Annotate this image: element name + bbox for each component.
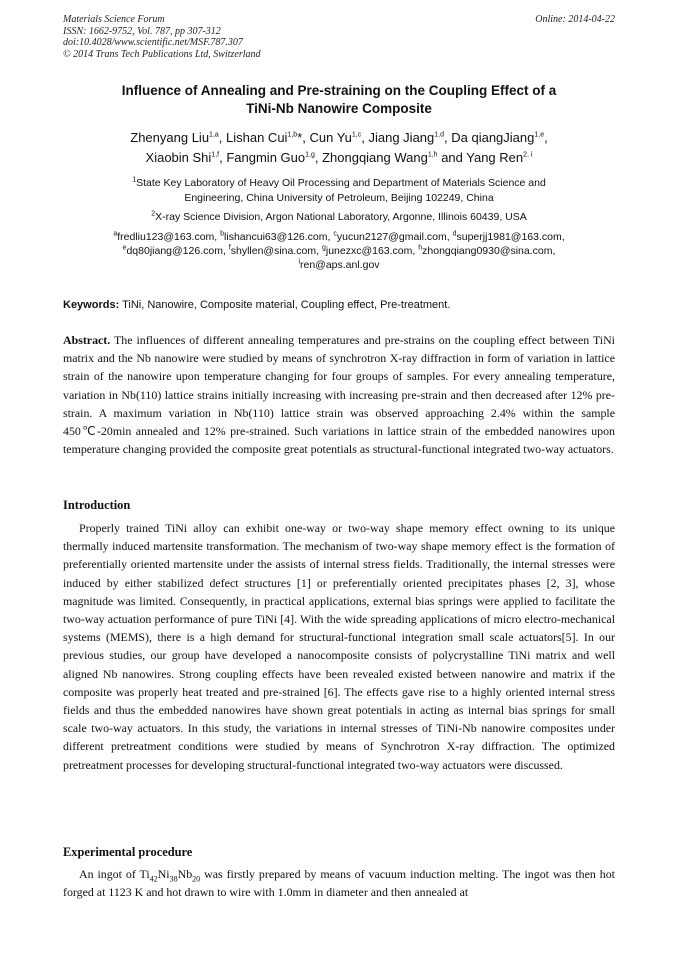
- email[interactable]: $^h$zhongqiang0930@sina.com,: [418, 244, 556, 257]
- affiliation-2: $^2$X-ray Science Division, Argon National Laboratory, Argonne, Illinois 60439, USA: [151, 210, 527, 223]
- email-list: [45, 230, 633, 272]
- keywords-text: TiNi, Nanowire, Composite material, Coupling effect, Pre-treatment.: [119, 299, 451, 311]
- affiliation-1: $^1$State Key Laboratory of Heavy Oil Processing and Department of Materials Science and Engineering, China University of Petroleum, Beijing 102249, China: [132, 176, 546, 204]
- author: Da qiangJiang$^{1,e}$,: [451, 130, 548, 145]
- author: Zhongqiang Wang$^{1,h}$ and: [322, 150, 467, 165]
- author: Lishan Cui$^{1,b}$*,: [226, 130, 310, 145]
- paper-title: [40, 82, 638, 118]
- author: Cun Yu$^{1,c}$,: [309, 130, 369, 145]
- online-date: Online: 2014-04-22: [535, 14, 615, 25]
- email[interactable]: $^a$fredliu123@163.com,: [113, 230, 221, 243]
- abstract-label: Abstract.: [63, 333, 111, 347]
- journal-name: Materials Science Forum: [63, 14, 165, 25]
- email[interactable]: $^f$shyllen@sina.com,: [228, 244, 322, 257]
- keywords: [63, 297, 615, 313]
- email[interactable]: $^b$lishancui63@126.com,: [220, 230, 334, 243]
- author: Yang Ren$^{2, i}$: [466, 150, 533, 165]
- doi-line[interactable]: doi:10.4028/www.scientific.net/MSF.787.307: [63, 37, 243, 48]
- abstract: [63, 331, 615, 458]
- author: Zhenyang Liu$^{1,a}$,: [130, 130, 227, 145]
- section-heading-introduction: Introduction: [63, 498, 131, 512]
- author: Fangmin Guo$^{1,g}$,: [226, 150, 323, 165]
- abstract-text: The influences of different annealing temperatures and pre-strains on the coupling effect between TiNi matrix and the Nb nanowire were studied by means of synchrotron X-ray diffraction in form of variation in lattice strain of the nanowire upon temperature changing for four groups of samples. For every annealing temperature, variation in Nb(110) lattice strains initially increasing with increasing pre-strain and then decreased after 12% pre-strain. A maximum variation in Nb(110) lattice strain was observed approaching 2.4% within the sample 450℃-20min annealed and 12% pre-strained. Such variations in lattice strain of the embedded nanowires upon temperature changing provided the composite great potentials as structural-functional integrated two-way actuators.: [63, 333, 615, 457]
- email[interactable]: $^c$yucun2127@gmail.com,: [333, 230, 453, 243]
- author: Xiaobin Shi$^{1,f}$,: [145, 150, 227, 165]
- author: Jiang Jiang$^{1,d}$,: [368, 130, 452, 145]
- introduction-paragraph: Properly trained TiNi alloy can exhibit one-way or two-way shape memory effect owning to its unique thermally induced martensite transformation. The mechanism of two-way shape memory effect is the formation of preferentially oriented martensite under the assists of internal stress fields. Traditionally, the internal stresses were induced by either stabilized defect structures [1] or preferentially oriented precipitates phases [2, 3], whose magnitude was limited. Consequently, in practical applications, external bias springs were applied to facilitate the two-way actuation performance of pure TiNi [4]. With the wide spreading applications of micro electro-mechanical systems (MEMS), there is a high demand for structural-functional integration small scale actuators[5]. In our previous studies, our group have developed a nanocomposite consists of polycrystalline TiNi matrix and well aligned Nb nanowires. Strong coupling effects have been revealed existed between nanowire and matrix if the composite was properly heat treated and pre-strained [6]. The effects gave rise to a highly oriented internal stress fields and thus the embedded nanowires have shown great potentials in acting as internal bias springs for small scale two-way actuators. In this study, the variations in internal stresses of TiNi-Nb nanowire composites under different pretreatment conditions were studied by means of Synchrotron X-ray diffraction. The optimized pretreatment processes for developing structural-functional integrated two-way actuators were discussed.: [63, 521, 615, 772]
- copyright-line: © 2014 Trans Tech Publications Ltd, Switzerland: [63, 48, 261, 60]
- email[interactable]: $^g$junezxc@163.com,: [321, 244, 419, 257]
- keywords-label: Keywords:: [63, 299, 120, 311]
- email[interactable]: $^e$dq80jiang@126.com,: [122, 244, 229, 257]
- section-heading-experimental: Experimental procedure: [63, 845, 193, 859]
- title-line-1: Influence of Annealing and Pre-straining on the Coupling Effect of a: [121, 83, 557, 98]
- email[interactable]: $^i$ren@aps.anl.gov: [298, 258, 380, 271]
- journal-header: [63, 14, 615, 60]
- experimental-paragraph: An ingot of $Ti_{42}Ni_{38}Nb_{20}$ was firstly prepared by means of vacuum induction melting. The ingot was then hot forged at 1123 K and hot drawn to wire with 1.0mm in diameter and then annealed at: [63, 867, 615, 900]
- author-list: [40, 128, 638, 168]
- email[interactable]: $^d$superjj1981@163.com,: [452, 230, 565, 243]
- issn-line: ISSN: 1662-9752, Vol. 787, pp 307-312: [63, 25, 221, 37]
- title-line-2: TiNi-Nb Nanowire Composite: [246, 101, 432, 116]
